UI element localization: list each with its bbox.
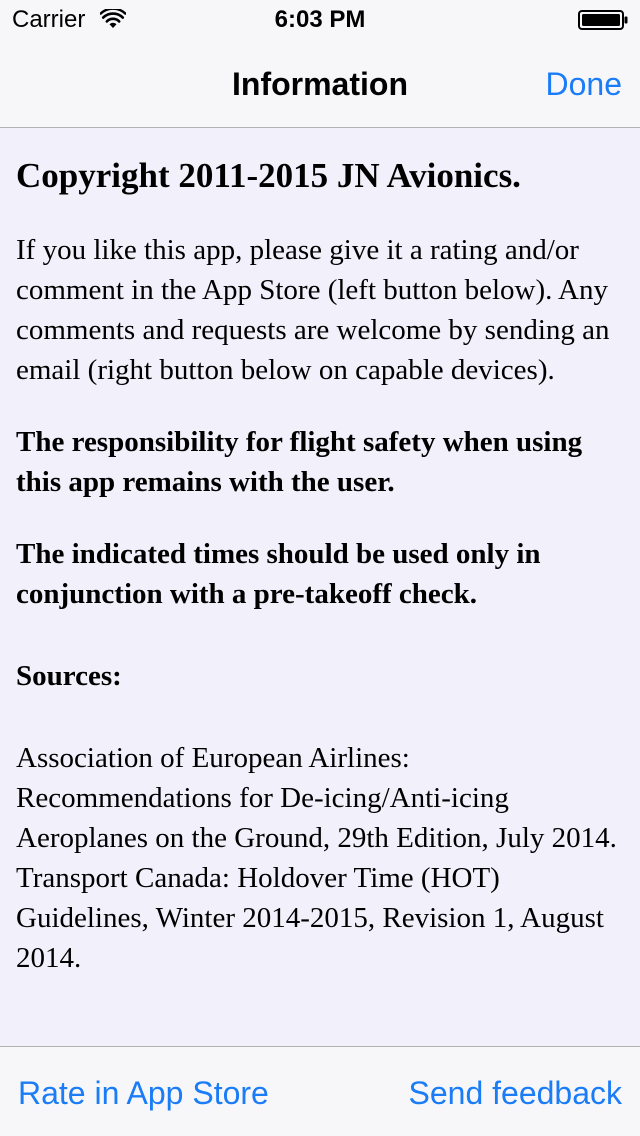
navigation-bar: [0, 40, 640, 128]
intro-paragraph: If you like this app, please give it a rating and/or comment in the App Store (left button below). Any comments and requests are welcome by sending an email (right button below on capable devices).: [16, 234, 610, 386]
carrier-label: Carrier: [12, 6, 86, 33]
safety-notice: The responsibility for flight safety when using this app remains with the user.: [16, 426, 583, 498]
status-bar: [0, 0, 640, 40]
information-text: [0, 128, 640, 978]
page-title: Information: [232, 66, 408, 102]
bottom-toolbar: [0, 1046, 640, 1136]
information-text-view[interactable]: [0, 128, 640, 1046]
rate-in-app-store-button[interactable]: Rate in App Store: [18, 1075, 269, 1111]
sources-heading: Sources:: [16, 660, 122, 692]
source-item: Association of European Airlines: Recommendations for De-icing/Anti-icing Aeroplanes on the Ground, 29th Edition, July 2014.: [16, 742, 617, 854]
copyright-heading: Copyright 2011-2015 JN Avionics.: [16, 156, 521, 195]
send-feedback-button[interactable]: Send feedback: [408, 1075, 622, 1111]
done-button[interactable]: Done: [545, 66, 622, 102]
times-notice: The indicated times should be used only in conjunction with a pre-takeoff check.: [16, 538, 541, 610]
battery-icon: [578, 10, 628, 30]
source-item: Transport Canada: Holdover Time (HOT) Guidelines, Winter 2014-2015, Revision 1, August 2014.: [16, 862, 604, 974]
clock: 6:03 PM: [274, 6, 366, 33]
